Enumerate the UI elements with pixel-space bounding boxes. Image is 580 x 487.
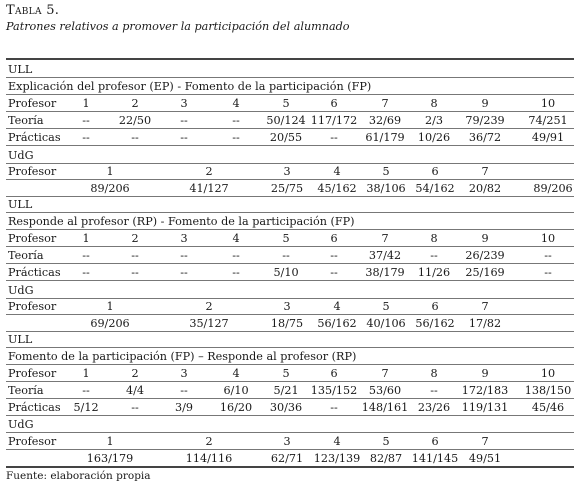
profesor-number: 6 xyxy=(330,97,338,110)
profesor-number: 7 xyxy=(381,232,389,245)
university-label: UdG xyxy=(8,149,34,162)
table-cell: 119/131 xyxy=(461,401,509,414)
table-rule xyxy=(6,229,574,230)
profesor-number: 10 xyxy=(540,367,556,380)
table-rule xyxy=(6,77,574,78)
table-cell: 138/150 xyxy=(524,384,572,397)
table-cell: 45/46 xyxy=(531,401,565,414)
table-cell: 37/42 xyxy=(368,249,402,262)
table-cell: 69/206 xyxy=(90,317,130,330)
table-cell: -- xyxy=(232,114,240,127)
university-label: ULL xyxy=(8,198,33,211)
profesor-number: 5 xyxy=(282,232,290,245)
table-rule-thick xyxy=(6,58,574,60)
table-cell: 61/179 xyxy=(365,131,405,144)
profesor-number: 6 xyxy=(330,232,338,245)
table-cell: 172/183 xyxy=(461,384,509,397)
profesor-number: 4 xyxy=(232,97,240,110)
table-cell: 79/239 xyxy=(465,114,505,127)
table-rule xyxy=(6,163,574,164)
section-heading: Responde al profesor (RP) - Fomento de la participación (FP) xyxy=(8,215,355,228)
table-rule xyxy=(6,364,574,365)
table-cell: -- xyxy=(330,131,338,144)
table-rule xyxy=(6,111,574,112)
profesor-number: 10 xyxy=(540,232,556,245)
table-rule xyxy=(6,331,574,332)
table-cell: 20/82 xyxy=(468,182,502,195)
table-rule xyxy=(6,212,574,213)
table-cell: -- xyxy=(232,266,240,279)
table-cell: 53/60 xyxy=(368,384,402,397)
table-cell: 18/75 xyxy=(270,317,304,330)
table-source: Fuente: elaboración propia xyxy=(6,470,151,482)
table-cell: 22/50 xyxy=(118,114,152,127)
profesor-number: 2 xyxy=(205,165,213,178)
profesor-number: 9 xyxy=(481,232,489,245)
profesor-number: 7 xyxy=(381,367,389,380)
profesor-number: 5 xyxy=(382,165,390,178)
table-cell: 30/36 xyxy=(269,401,303,414)
table-rule xyxy=(6,128,574,129)
row-label: Teoría xyxy=(8,384,44,397)
table-cell: -- xyxy=(430,384,438,397)
profesor-number: 6 xyxy=(431,300,439,313)
table-cell: 5/21 xyxy=(273,384,299,397)
table-cell: 3/9 xyxy=(174,401,194,414)
table-cell: 5/10 xyxy=(273,266,299,279)
university-label: UdG xyxy=(8,284,34,297)
table-cell: 17/82 xyxy=(468,317,502,330)
profesor-number: 6 xyxy=(431,165,439,178)
table-rule xyxy=(6,263,574,264)
table-rule xyxy=(6,246,574,247)
table-rule xyxy=(6,94,574,95)
table-cell: -- xyxy=(82,249,90,262)
table-cell: -- xyxy=(430,249,438,262)
profesor-number: 9 xyxy=(481,97,489,110)
table-cell: 40/106 xyxy=(366,317,406,330)
table-title: Tabla 5. xyxy=(6,3,60,18)
profesor-number: 2 xyxy=(205,435,213,448)
profesor-number: 2 xyxy=(131,367,139,380)
profesor-number: 9 xyxy=(481,367,489,380)
profesor-header-label: Profesor xyxy=(8,300,57,313)
profesor-number: 4 xyxy=(232,232,240,245)
table-cell: -- xyxy=(131,131,139,144)
table-rule xyxy=(6,432,574,433)
table-rule xyxy=(6,449,574,450)
profesor-number: 1 xyxy=(82,97,90,110)
table-cell: 11/26 xyxy=(417,266,451,279)
table-cell: 148/161 xyxy=(361,401,409,414)
table-cell: -- xyxy=(544,249,552,262)
profesor-number: 1 xyxy=(106,165,114,178)
row-label: Prácticas xyxy=(8,266,61,279)
table-rule xyxy=(6,298,574,299)
table-rule xyxy=(6,398,574,399)
table-cell: -- xyxy=(180,384,188,397)
university-label: ULL xyxy=(8,333,33,346)
table-cell: -- xyxy=(232,131,240,144)
table-cell: 32/69 xyxy=(368,114,402,127)
profesor-number: 1 xyxy=(106,435,114,448)
profesor-number: 8 xyxy=(430,232,438,245)
table-cell: 20/55 xyxy=(269,131,303,144)
table-cell: 89/206 xyxy=(533,182,573,195)
table-cell: -- xyxy=(131,249,139,262)
table-cell: -- xyxy=(330,249,338,262)
table-cell: 36/72 xyxy=(468,131,502,144)
section-heading: Fomento de la participación (FP) – Responde al profesor (RP) xyxy=(8,350,357,363)
table-cell: 38/179 xyxy=(365,266,405,279)
profesor-header-label: Profesor xyxy=(8,367,57,380)
profesor-number: 2 xyxy=(131,97,139,110)
table-cell: 26/239 xyxy=(465,249,505,262)
table-rule xyxy=(6,314,574,315)
profesor-number: 5 xyxy=(282,367,290,380)
profesor-number: 3 xyxy=(283,435,291,448)
table-cell: -- xyxy=(180,131,188,144)
university-label: UdG xyxy=(8,418,34,431)
table-cell: 82/87 xyxy=(369,452,403,465)
row-label: Prácticas xyxy=(8,401,61,414)
profesor-number: 1 xyxy=(82,232,90,245)
university-label: ULL xyxy=(8,63,33,76)
table-cell: 25/75 xyxy=(270,182,304,195)
section-heading: Explicación del profesor (EP) - Fomento de la participación (FP) xyxy=(8,80,372,93)
table-cell: 117/172 xyxy=(310,114,358,127)
table-rule xyxy=(6,347,574,348)
profesor-header-label: Profesor xyxy=(8,165,57,178)
profesor-number: 2 xyxy=(205,300,213,313)
table-cell: -- xyxy=(330,266,338,279)
table-rule xyxy=(6,179,574,180)
profesor-number: 6 xyxy=(431,435,439,448)
table-cell: 74/251 xyxy=(528,114,568,127)
table-rule-thick xyxy=(6,466,574,468)
table-cell: 56/162 xyxy=(317,317,357,330)
table-rule xyxy=(6,145,574,146)
profesor-number: 5 xyxy=(382,435,390,448)
table-cell: -- xyxy=(180,266,188,279)
table-cell: 10/26 xyxy=(417,131,451,144)
table-cell: 135/152 xyxy=(310,384,358,397)
table-cell: 56/162 xyxy=(415,317,455,330)
table-cell: 49/51 xyxy=(468,452,502,465)
profesor-header-label: Profesor xyxy=(8,435,57,448)
table-cell: 38/106 xyxy=(366,182,406,195)
table-cell: 5/12 xyxy=(73,401,99,414)
table-rule xyxy=(6,415,574,416)
profesor-number: 10 xyxy=(540,97,556,110)
profesor-number: 4 xyxy=(333,165,341,178)
profesor-number: 3 xyxy=(180,97,188,110)
table-cell: -- xyxy=(544,266,552,279)
profesor-header-label: Profesor xyxy=(8,97,57,110)
profesor-header-label: Profesor xyxy=(8,232,57,245)
profesor-number: 3 xyxy=(180,232,188,245)
table-cell: -- xyxy=(82,266,90,279)
profesor-number: 8 xyxy=(430,97,438,110)
row-label: Teoría xyxy=(8,114,44,127)
profesor-number: 1 xyxy=(82,367,90,380)
table-cell: 35/127 xyxy=(189,317,229,330)
table-cell: 49/91 xyxy=(531,131,565,144)
profesor-number: 4 xyxy=(333,435,341,448)
table-cell: 16/20 xyxy=(219,401,253,414)
table-cell: 2/3 xyxy=(424,114,444,127)
table-cell: 114/116 xyxy=(185,452,233,465)
table-rule xyxy=(6,280,574,281)
profesor-number: 5 xyxy=(282,97,290,110)
profesor-number: 7 xyxy=(481,165,489,178)
table-cell: -- xyxy=(131,266,139,279)
table-cell: -- xyxy=(330,401,338,414)
profesor-number: 7 xyxy=(381,97,389,110)
table-cell: 41/127 xyxy=(189,182,229,195)
table-cell: 50/124 xyxy=(266,114,306,127)
profesor-number: 4 xyxy=(333,300,341,313)
table-cell: 163/179 xyxy=(86,452,134,465)
table-cell: -- xyxy=(82,114,90,127)
profesor-number: 7 xyxy=(481,435,489,448)
table-rule xyxy=(6,381,574,382)
table-cell: 4/4 xyxy=(125,384,145,397)
table-cell: -- xyxy=(282,249,290,262)
table-cell: 123/139 xyxy=(313,452,361,465)
profesor-number: 2 xyxy=(131,232,139,245)
profesor-number: 3 xyxy=(283,165,291,178)
profesor-number: 8 xyxy=(430,367,438,380)
table-cell: 141/145 xyxy=(411,452,459,465)
profesor-number: 1 xyxy=(106,300,114,313)
profesor-number: 4 xyxy=(232,367,240,380)
table-cell: -- xyxy=(131,401,139,414)
table-cell: 6/10 xyxy=(223,384,249,397)
profesor-number: 3 xyxy=(180,367,188,380)
profesor-number: 5 xyxy=(382,300,390,313)
profesor-number: 7 xyxy=(481,300,489,313)
row-label: Prácticas xyxy=(8,131,61,144)
table-cell: -- xyxy=(180,114,188,127)
table-cell: 54/162 xyxy=(415,182,455,195)
table-cell: 45/162 xyxy=(317,182,357,195)
table-cell: 23/26 xyxy=(417,401,451,414)
table-cell: 62/71 xyxy=(270,452,304,465)
table-cell: -- xyxy=(82,131,90,144)
table-cell: -- xyxy=(82,384,90,397)
table-rule xyxy=(6,196,574,197)
table-cell: -- xyxy=(232,249,240,262)
table-cell: 89/206 xyxy=(90,182,130,195)
table-cell: 25/169 xyxy=(465,266,505,279)
table-subtitle: Patrones relativos a promover la participación del alumnado xyxy=(6,20,350,33)
profesor-number: 6 xyxy=(330,367,338,380)
row-label: Teoría xyxy=(8,249,44,262)
profesor-number: 3 xyxy=(283,300,291,313)
table-cell: -- xyxy=(180,249,188,262)
